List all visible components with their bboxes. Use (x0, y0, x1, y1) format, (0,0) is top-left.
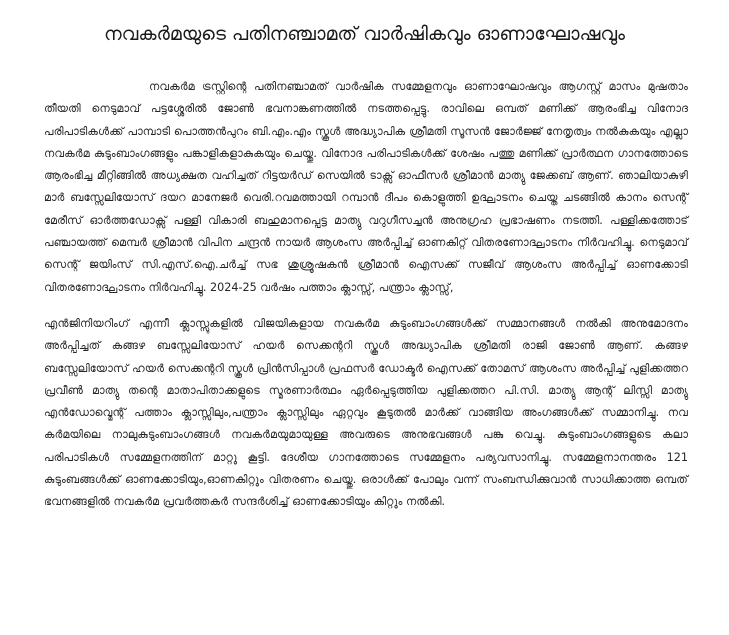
document-title: നവകർമയുടെ പതിനഞ്ചാമത് വാർഷികവും ഓണാഘോഷവും (104, 23, 625, 45)
paragraph-1: നവകർമ ട്രസ്റ്റിന്റെ പതിനഞ്ചാമത് വാർഷിക സമ്മേളനവും ഓണാഘോഷവും ആഗസ്റ്റ് മാസം മുഷതാം തീയതി നെടുമാവ് പട്ടശ്ശേരിൽ ജോൺ ഭവനാങ്കണത്തിൽ നടത്തപ്പെട്ടു. രാവിലെ ഒമ്പത് മണിക്ക് ആരംഭിച്ച വിനോദ പരിപാടികൾക്ക് പാമ്പാടി പൊത്തൻപുറം ബി.എം.എം സ്കൂൾ അദ്ധ്യാപിക ശ്രീമതി സൂസൻ ജോർജ്ജ് നേതൃത്വം നൽകുകയും എല്ലാ നവകർമ കുടുംബാംഗങ്ങളും പങ്കാളികളാകുകയും ചെയ്തു. വിനോദ പരിപാടികൾക്ക് ശേഷം പത്തു മണിക്ക് പ്രാർത്ഥന ഗാനത്തോടെ ആരംഭിച്ച മീറ്റിങ്ങിൽ അധ്യക്ഷത വഹിച്ചത് റിട്ടയർഡ് സെയിൽ ടാക്സ് ഓഫീസർ ശ്രീമാൻ മാത്യു ജേക്കബ് ആണ്. ഞാലിയാകുഴി മാർ ബസ്സേലിയോസ് ദയറ മാനേജർ വെരി.റവമത്തായി റമ്പാൻ ദീപം കൊളുത്തി ഉദ്ഘാടനം ചെയ്ത ചടങ്ങിൽ കാനം സെന്റ് മേരീസ് ഓർത്തഡോക്സ് പള്ളി വികാരി ബഹുമാനപ്പെട്ട മാത്യു വറുഗീസച്ചൻ അനുഗ്രഹ പ്രഭാഷണം നടത്തി. പള്ളിക്കത്തോട് പഞ്ചായത്ത് മെമ്പർ ശ്രീമാൻ വിപിന ചന്ദ്രൻ നായർ ആശംസ അർപ്പിച്ച് ഓണകിറ്റ് വിതരണോദ്ഘാടനം നിർവഹിച്ചു. നെടുമാവ് സെന്റ് ജയിംസ് സി.എസ്.ഐ.ചർച്ച് സഭ ശുശ്രൂഷകൻ ശ്രീമാൻ ഐസക്ക് സജീവ് ആശംസ അർപ്പിച്ച് ഓണക്കോടി വിതരണോദ്ഘാടനം നിർവഹിച്ചു. 2024-25 വർഷം പത്താം ക്ലാസ്സ്, പന്ത്രാം ക്ലാസ്സ്, (44, 80, 688, 294)
document-body (44, 76, 688, 514)
paragraph-2: എൻജിനിയറിംഗ് എന്നീ ക്ലാസ്സുകളിൽ വിജയികളായ നവകർമ കുടുംബാംഗങ്ങൾക്ക് സമ്മാനങ്ങൾ നൽകി അനുമോദനം അർപ്പിച്ചത് കങ്ങഴ ബസ്സേലിയോസ് ഹയർ സെക്കന്ററി സ്കൂൾ അദ്ധ്യാപിക ശ്രീമതി രാജി ജോൺ ആണ്. കങ്ങഴ ബസ്സേലിയോസ് ഹയർ സെക്കന്ററി സ്കൂൾ പ്രിൻസിപ്പാൾ പ്രഫസർ ഡോക്ടർ ഐസക്ക് തോമസ് ആശംസ അർപ്പിച്ച് പുളിക്കത്തറ പ്രവീൺ മാത്യു തന്റെ മാതാപിതാക്കളുടെ സ്മരണാർത്ഥം ഏർപ്പെടുത്തിയ പുളിക്കത്തറ പി.സി. മാത്യു ആന്റ് ലിസ്സി മാത്യു എൻഡോവ്മെന്റ് പത്താം ക്ലാസ്സിലും,പന്ത്രാം ക്ലാസ്സിലും ഏറ്റവും കൂടുതൽ മാർക്ക് വാങ്ങിയ അംഗങ്ങൾക്ക് സമ്മാനിച്ചു. നവ കർമയിലെ നാലുകുടുംബാംഗങ്ങൾ നവകർമയുമായുള്ള അവരുടെ അനുഭവങ്ങൾ പങ്കു വെച്ചു. കുടുംബാംഗങ്ങളുടെ കലാ പരിപാടികൾ സമ്മേളനത്തിന് മാറ്റു കൂട്ടി. ദേശീയ ഗാനത്തോടെ സമ്മേളനം പര്യവസാനിച്ചു. സമ്മേളനാനന്തരം 121 കുടുംബങ്ങൾക്ക് ഓണക്കോടിയും,ഓണകിറ്റും വിതരണം ചെയ്തു. ഒരാൾക്ക് പോലും വന്ന് സംബന്ധിക്കുവാൻ സാധിക്കാത്ത ഒമ്പത് ഭവനങ്ങളിൽ നവകർമ പ്രവർത്തകർ സന്ദർശിച്ച് ഓണക്കോടിയും കിറ്റും നൽകി. (44, 316, 688, 509)
